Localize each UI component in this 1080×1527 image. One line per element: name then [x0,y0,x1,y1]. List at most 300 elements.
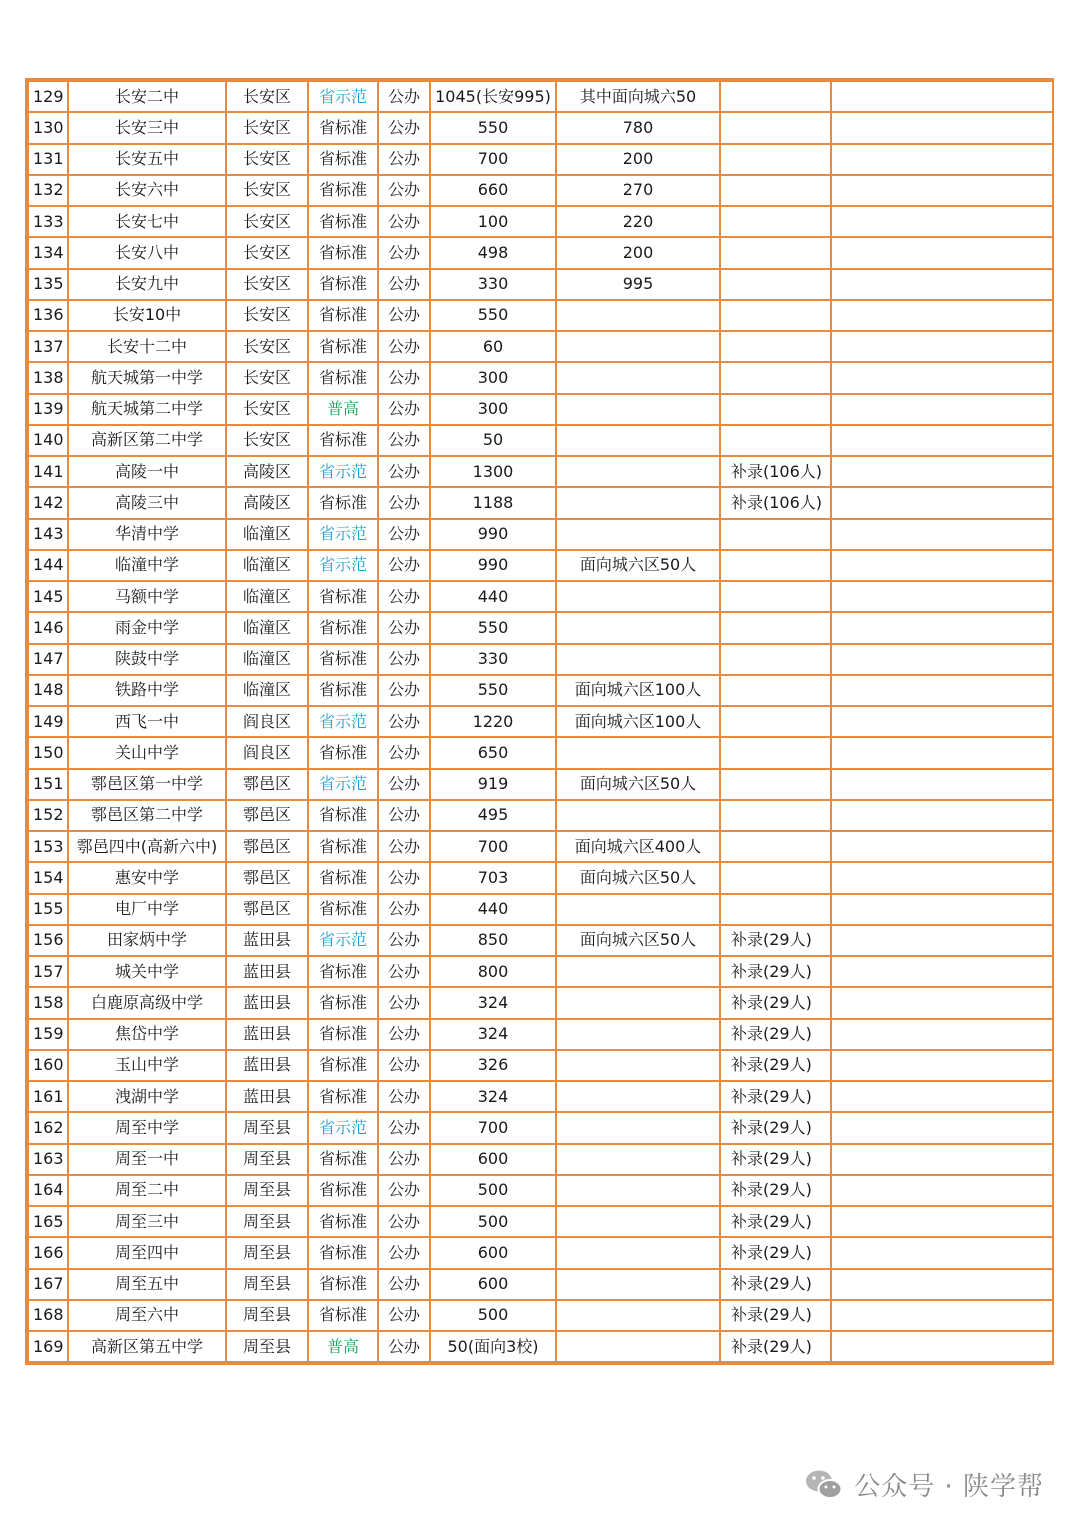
enrollment-count-cell: 800 [430,956,556,987]
supplement-note-cell [720,269,831,300]
row-number-cell: 140 [28,425,68,456]
special-quota-cell [556,300,720,331]
level-cell: 省标准 [308,1081,378,1112]
level-cell: 省标准 [308,831,378,862]
special-quota-cell: 面向城六区100人 [556,706,720,737]
enrollment-count-cell: 330 [430,644,556,675]
special-quota-cell [556,737,720,768]
school-name-cell: 焦岱中学 [68,1019,226,1050]
enrollment-count-cell: 50 [430,425,556,456]
remarks-cell [831,175,1053,206]
level-cell: 省标准 [308,237,378,268]
special-quota-cell [556,1050,720,1081]
school-name-cell: 周至六中 [68,1300,226,1331]
level-cell: 省标准 [308,737,378,768]
special-quota-cell [556,487,720,518]
school-type-cell: 公办 [378,81,430,112]
school-type-cell: 公办 [378,206,430,237]
school-type-cell: 公办 [378,706,430,737]
level-cell: 省标准 [308,300,378,331]
remarks-cell [831,269,1053,300]
special-quota-cell: 995 [556,269,720,300]
school-type-cell: 公办 [378,425,430,456]
level-cell: 省标准 [308,1019,378,1050]
remarks-cell [831,331,1053,362]
row-number-cell: 158 [28,987,68,1018]
school-name-cell: 西飞一中 [68,706,226,737]
supplement-note-cell: 补录(29人) [720,1081,831,1112]
level-cell: 省示范 [308,769,378,800]
enrollment-count-cell: 324 [430,1081,556,1112]
row-number-cell: 141 [28,456,68,487]
district-cell: 长安区 [226,237,308,268]
row-number-cell: 160 [28,1050,68,1081]
remarks-cell [831,550,1053,581]
remarks-cell [831,612,1053,643]
table-row [28,612,1053,643]
special-quota-cell [556,1112,720,1143]
district-cell: 长安区 [226,394,308,425]
special-quota-cell [556,1144,720,1175]
district-cell: 阎良区 [226,737,308,768]
row-number-cell: 151 [28,769,68,800]
remarks-cell [831,1081,1053,1112]
school-type-cell: 公办 [378,1269,430,1300]
level-cell: 省示范 [308,925,378,956]
enrollment-count-cell: 660 [430,175,556,206]
level-cell: 省示范 [308,1112,378,1143]
supplement-note-cell [720,206,831,237]
enrollment-count-cell: 330 [430,269,556,300]
remarks-cell [831,237,1053,268]
enrollment-count-cell: 500 [430,1300,556,1331]
district-cell: 鄠邑区 [226,769,308,800]
level-cell: 普高 [308,394,378,425]
school-type-cell: 公办 [378,925,430,956]
table-row [28,1331,1053,1362]
row-number-cell: 167 [28,1269,68,1300]
remarks-cell [831,862,1053,893]
remarks-cell [831,737,1053,768]
enrollment-count-cell: 100 [430,206,556,237]
remarks-cell [831,487,1053,518]
remarks-cell [831,1050,1053,1081]
school-name-cell: 关山中学 [68,737,226,768]
supplement-note-cell [720,175,831,206]
special-quota-cell [556,1175,720,1206]
special-quota-cell: 200 [556,237,720,268]
school-type-cell: 公办 [378,1237,430,1268]
table-row [28,1144,1053,1175]
row-number-cell: 144 [28,550,68,581]
row-number-cell: 136 [28,300,68,331]
district-cell: 鄠邑区 [226,894,308,925]
table-row [28,1081,1053,1112]
level-cell: 省标准 [308,1206,378,1237]
supplement-note-cell: 补录(29人) [720,1206,831,1237]
level-cell: 省标准 [308,1144,378,1175]
school-type-cell: 公办 [378,737,430,768]
district-cell: 蓝田县 [226,1019,308,1050]
level-cell: 省标准 [308,800,378,831]
district-cell: 长安区 [226,144,308,175]
row-number-cell: 135 [28,269,68,300]
enrollment-count-cell: 990 [430,550,556,581]
table-row [28,487,1053,518]
wechat-icon [804,1468,844,1502]
enrollment-count-cell: 50(面向3校) [430,1331,556,1362]
remarks-cell [831,800,1053,831]
supplement-note-cell: 补录(29人) [720,1269,831,1300]
remarks-cell [831,831,1053,862]
row-number-cell: 137 [28,331,68,362]
remarks-cell [831,519,1053,550]
school-name-cell: 玉山中学 [68,1050,226,1081]
school-name-cell: 长安10中 [68,300,226,331]
level-cell: 省标准 [308,206,378,237]
school-name-cell: 陕鼓中学 [68,644,226,675]
special-quota-cell [556,1237,720,1268]
supplement-note-cell: 补录(29人) [720,1300,831,1331]
school-name-cell: 高陵三中 [68,487,226,518]
school-name-cell: 周至二中 [68,1175,226,1206]
supplement-note-cell [720,894,831,925]
school-type-cell: 公办 [378,331,430,362]
school-type-cell: 公办 [378,1081,430,1112]
supplement-note-cell [720,800,831,831]
school-type-cell: 公办 [378,675,430,706]
special-quota-cell: 面向城六区50人 [556,862,720,893]
school-type-cell: 公办 [378,831,430,862]
enrollment-count-cell: 300 [430,362,556,393]
enrollment-count-cell: 550 [430,112,556,143]
school-type-cell: 公办 [378,1112,430,1143]
special-quota-cell [556,894,720,925]
remarks-cell [831,1300,1053,1331]
school-name-cell: 长安七中 [68,206,226,237]
school-type-cell: 公办 [378,487,430,518]
district-cell: 鄠邑区 [226,800,308,831]
school-name-cell: 马额中学 [68,581,226,612]
remarks-cell [831,394,1053,425]
school-type-cell: 公办 [378,581,430,612]
supplement-note-cell [720,237,831,268]
remarks-cell [831,81,1053,112]
supplement-note-cell [720,550,831,581]
row-number-cell: 164 [28,1175,68,1206]
school-enrollment-table [25,78,1054,1365]
table-row [28,300,1053,331]
district-cell: 长安区 [226,425,308,456]
school-type-cell: 公办 [378,769,430,800]
district-cell: 临潼区 [226,644,308,675]
footer-text: 公众号 · 陕学帮 [854,1472,1044,1502]
special-quota-cell [556,362,720,393]
special-quota-cell [556,1331,720,1362]
remarks-cell [831,1175,1053,1206]
special-quota-cell: 面向城六区50人 [556,769,720,800]
row-number-cell: 138 [28,362,68,393]
remarks-cell [831,925,1053,956]
table-row [28,425,1053,456]
enrollment-count-cell: 990 [430,519,556,550]
row-number-cell: 159 [28,1019,68,1050]
footer-watermark [804,1466,1044,1503]
supplement-note-cell [720,862,831,893]
school-name-cell: 临潼中学 [68,550,226,581]
enrollment-count-cell: 600 [430,1144,556,1175]
table-row [28,737,1053,768]
special-quota-cell [556,425,720,456]
special-quota-cell [556,1300,720,1331]
school-name-cell: 周至五中 [68,1269,226,1300]
district-cell: 长安区 [226,269,308,300]
district-cell: 蓝田县 [226,956,308,987]
special-quota-cell [556,1269,720,1300]
special-quota-cell [556,987,720,1018]
table-row [28,1175,1053,1206]
row-number-cell: 166 [28,1237,68,1268]
district-cell: 周至县 [226,1331,308,1362]
level-cell: 省标准 [308,581,378,612]
school-name-cell: 惠安中学 [68,862,226,893]
special-quota-cell [556,612,720,643]
district-cell: 长安区 [226,362,308,393]
special-quota-cell [556,581,720,612]
remarks-cell [831,1206,1053,1237]
enrollment-count-cell: 498 [430,237,556,268]
enrollment-count-cell: 1300 [430,456,556,487]
special-quota-cell: 面向城六区50人 [556,550,720,581]
enrollment-count-cell: 919 [430,769,556,800]
enrollment-count-cell: 700 [430,144,556,175]
remarks-cell [831,675,1053,706]
table-row [28,362,1053,393]
table-row [28,1019,1053,1050]
row-number-cell: 153 [28,831,68,862]
school-type-cell: 公办 [378,269,430,300]
special-quota-cell [556,394,720,425]
remarks-cell [831,706,1053,737]
remarks-cell [831,956,1053,987]
row-number-cell: 146 [28,612,68,643]
supplement-note-cell [720,519,831,550]
remarks-cell [831,987,1053,1018]
special-quota-cell [556,331,720,362]
supplement-note-cell [720,331,831,362]
level-cell: 省标准 [308,1237,378,1268]
supplement-note-cell: 补录(106人) [720,456,831,487]
remarks-cell [831,144,1053,175]
row-number-cell: 165 [28,1206,68,1237]
enrollment-count-cell: 326 [430,1050,556,1081]
enrollment-count-cell: 600 [430,1269,556,1300]
school-name-cell: 长安二中 [68,81,226,112]
table-row [28,862,1053,893]
level-cell: 省标准 [308,362,378,393]
school-type-cell: 公办 [378,800,430,831]
school-name-cell: 周至三中 [68,1206,226,1237]
district-cell: 蓝田县 [226,925,308,956]
district-cell: 蓝田县 [226,1081,308,1112]
enrollment-count-cell: 500 [430,1175,556,1206]
enrollment-count-cell: 440 [430,894,556,925]
enrollment-count-cell: 550 [430,612,556,643]
row-number-cell: 149 [28,706,68,737]
enrollment-count-cell: 600 [430,1237,556,1268]
table-row [28,644,1053,675]
enrollment-count-cell: 703 [430,862,556,893]
school-type-cell: 公办 [378,1300,430,1331]
level-cell: 省标准 [308,894,378,925]
supplement-note-cell: 补录(29人) [720,1112,831,1143]
enrollment-count-cell: 324 [430,987,556,1018]
enrollment-count-cell: 60 [430,331,556,362]
school-type-cell: 公办 [378,456,430,487]
level-cell: 普高 [308,1331,378,1362]
row-number-cell: 169 [28,1331,68,1362]
school-type-cell: 公办 [378,112,430,143]
special-quota-cell: 面向城六区400人 [556,831,720,862]
row-number-cell: 152 [28,800,68,831]
enrollment-count-cell: 550 [430,675,556,706]
school-name-cell: 高新区第二中学 [68,425,226,456]
school-type-cell: 公办 [378,956,430,987]
special-quota-cell [556,1081,720,1112]
table-row [28,1206,1053,1237]
district-cell: 长安区 [226,300,308,331]
supplement-note-cell [720,362,831,393]
row-number-cell: 134 [28,237,68,268]
district-cell: 蓝田县 [226,987,308,1018]
district-cell: 鄠邑区 [226,831,308,862]
school-type-cell: 公办 [378,894,430,925]
row-number-cell: 162 [28,1112,68,1143]
level-cell: 省标准 [308,487,378,518]
remarks-cell [831,1331,1053,1362]
level-cell: 省标准 [308,956,378,987]
school-type-cell: 公办 [378,987,430,1018]
special-quota-cell: 200 [556,144,720,175]
school-name-cell: 长安九中 [68,269,226,300]
row-number-cell: 143 [28,519,68,550]
district-cell: 长安区 [226,112,308,143]
school-type-cell: 公办 [378,362,430,393]
special-quota-cell [556,956,720,987]
supplement-note-cell [720,112,831,143]
supplement-note-cell [720,706,831,737]
row-number-cell: 142 [28,487,68,518]
school-type-cell: 公办 [378,300,430,331]
supplement-note-cell: 补录(29人) [720,1331,831,1362]
district-cell: 周至县 [226,1175,308,1206]
remarks-cell [831,362,1053,393]
supplement-note-cell: 补录(29人) [720,925,831,956]
district-cell: 周至县 [226,1144,308,1175]
supplement-note-cell [720,425,831,456]
school-name-cell: 航天城第二中学 [68,394,226,425]
school-type-cell: 公办 [378,519,430,550]
level-cell: 省标准 [308,144,378,175]
school-type-cell: 公办 [378,1331,430,1362]
supplement-note-cell [720,737,831,768]
district-cell: 长安区 [226,331,308,362]
table-row [28,831,1053,862]
supplement-note-cell: 补录(29人) [720,1050,831,1081]
special-quota-cell: 780 [556,112,720,143]
school-name-cell: 洩湖中学 [68,1081,226,1112]
special-quota-cell [556,519,720,550]
supplement-note-cell [720,581,831,612]
school-type-cell: 公办 [378,612,430,643]
enrollment-count-cell: 700 [430,831,556,862]
table-row [28,456,1053,487]
table-row [28,1112,1053,1143]
school-name-cell: 长安十二中 [68,331,226,362]
enrollment-count-cell: 550 [430,300,556,331]
table-row [28,144,1053,175]
district-cell: 阎良区 [226,706,308,737]
row-number-cell: 155 [28,894,68,925]
district-cell: 临潼区 [226,581,308,612]
school-name-cell: 长安八中 [68,237,226,268]
table-row [28,112,1053,143]
level-cell: 省标准 [308,612,378,643]
level-cell: 省标准 [308,175,378,206]
school-type-cell: 公办 [378,1175,430,1206]
row-number-cell: 147 [28,644,68,675]
remarks-cell [831,1144,1053,1175]
remarks-cell [831,1269,1053,1300]
level-cell: 省标准 [308,331,378,362]
district-cell: 鄠邑区 [226,862,308,893]
enrollment-count-cell: 324 [430,1019,556,1050]
enrollment-count-cell: 1220 [430,706,556,737]
row-number-cell: 139 [28,394,68,425]
row-number-cell: 133 [28,206,68,237]
special-quota-cell [556,1019,720,1050]
row-number-cell: 154 [28,862,68,893]
district-cell: 临潼区 [226,675,308,706]
remarks-cell [831,300,1053,331]
level-cell: 省标准 [308,1269,378,1300]
school-name-cell: 鄠邑区第二中学 [68,800,226,831]
special-quota-cell [556,456,720,487]
row-number-cell: 130 [28,112,68,143]
table-row [28,394,1053,425]
level-cell: 省标准 [308,644,378,675]
supplement-note-cell [720,81,831,112]
supplement-note-cell: 补录(29人) [720,1175,831,1206]
level-cell: 省标准 [308,862,378,893]
supplement-note-cell [720,300,831,331]
school-name-cell: 城关中学 [68,956,226,987]
enrollment-count-cell: 300 [430,394,556,425]
level-cell: 省标准 [308,269,378,300]
level-cell: 省标准 [308,1175,378,1206]
district-cell: 周至县 [226,1112,308,1143]
school-name-cell: 田家炳中学 [68,925,226,956]
school-type-cell: 公办 [378,862,430,893]
school-type-cell: 公办 [378,1206,430,1237]
row-number-cell: 156 [28,925,68,956]
row-number-cell: 163 [28,1144,68,1175]
school-type-cell: 公办 [378,644,430,675]
remarks-cell [831,1237,1053,1268]
table-row [28,769,1053,800]
school-name-cell: 长安五中 [68,144,226,175]
special-quota-cell: 面向城六区100人 [556,675,720,706]
